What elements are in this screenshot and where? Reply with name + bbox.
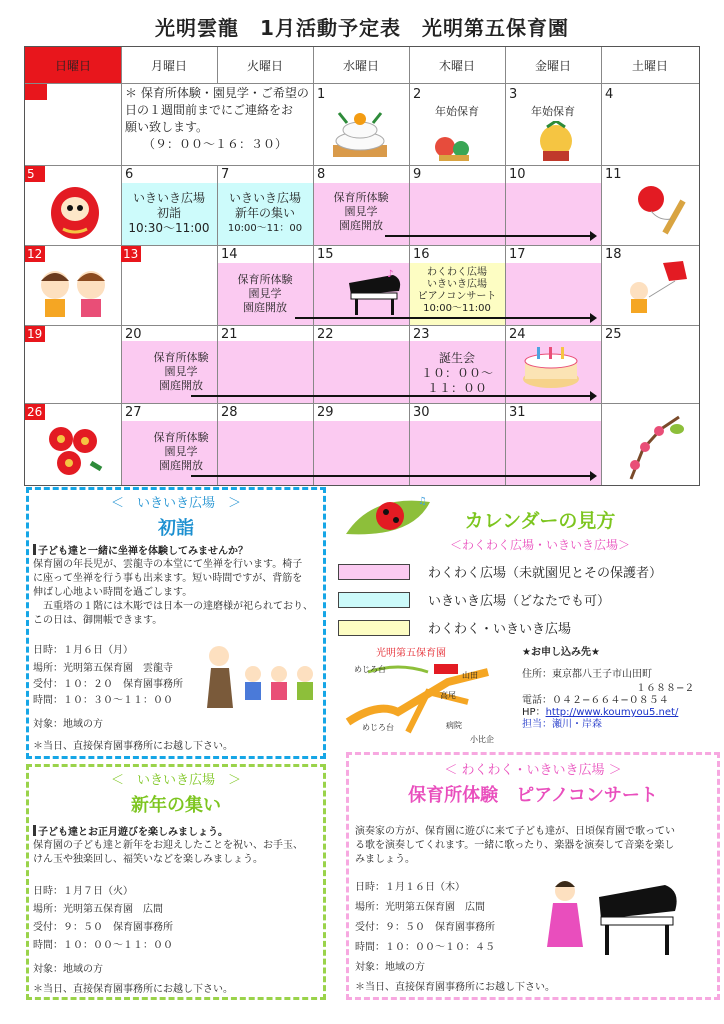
box2-lead: 子ども達とお正月遊びを楽しみましょう。 [33,825,228,840]
box1-notice: ＊当日、直接保育園事務所にお越し下さい。 [33,741,233,752]
page-title: 光明雲龍 1月活動予定表 光明第五保育園 [155,16,569,40]
day-1: 1 [317,87,326,102]
day-18: 18 [605,247,622,262]
day-26: 26 [25,404,45,420]
event-box-new-year [26,764,326,1000]
box1-target: 対象：地域の方 [33,719,103,730]
box2-date: 日時：１月７日（火） [33,886,133,897]
event-d16: わくわく広場 いきいき広場 ピアノコンサート 10:00〜11:00 [417,267,497,314]
box3-reception: 受付：９：５０ 保育園事務所 [355,922,495,933]
map-label-mejirodai: めじろ台 [354,665,386,674]
day-14: 14 [221,247,238,262]
day-30: 30 [413,405,430,420]
pianist-icon [535,867,685,959]
box2-reception: 受付：９：５０ 保育園事務所 [33,922,173,933]
day-24: 24 [509,327,526,342]
camellia-icon [39,419,109,481]
day-12: 12 [25,246,45,262]
day-23: 23 [413,327,430,342]
legend-item-wakuwaku: わくわく広場（未就園児とその保護者） [428,566,663,581]
day-11: 11 [605,167,622,182]
box2-title: 新年の集い [131,795,221,816]
day-22: 22 [317,327,334,342]
day-28: 28 [221,405,238,420]
day-5: 5 [25,166,45,182]
box3-notice: ＊当日、直接保育園事務所にお越し下さい。 [355,982,555,993]
legend-item-both: わくわく・いきいき広場 [428,622,572,637]
event-d6: いきいき広場 初詣 10:30〜11:00 [128,191,210,235]
zazen-icon [205,642,323,712]
box2-target: 対象：地域の方 [33,964,103,975]
kite-boy-icon [619,257,695,321]
piano-icon [343,265,405,319]
box1-subtitle: ＜ いきいき広場 ＞ [110,496,241,511]
kendama-icon [635,181,695,241]
day-10: 10 [509,167,526,182]
shishimai-icon [429,127,479,163]
day-3: 3 [509,87,518,102]
box3-title: 保育所体験 ピアノコンサート [408,785,658,806]
day-17: 17 [509,247,526,262]
daruma-icon [45,181,105,241]
box3-target: 対象：地域の方 [355,962,425,973]
event-box-hatsumode [26,487,326,759]
plum-blossom-icon [621,409,697,481]
day-9: 9 [413,167,422,182]
map-label-takao: 高尾 [440,691,456,700]
kadomatsu-icon [531,121,581,165]
legend-swatch-both [338,620,410,636]
day-8: 8 [317,167,326,182]
event-d3: 年始保育 [531,105,575,118]
map-label-hospital: 病院 [446,721,462,730]
box1-lead: 子ども達と一緒に坐禅を体験してみませんか？ [33,544,248,559]
ladybug-icon [342,494,436,542]
contact-header: ★お申し込み先★ [522,647,600,658]
weekday-mon: 月曜日 [150,58,187,73]
map-label-mejirodai-2: めじろ台 [362,723,394,732]
box1-place: 場所：光明第五保育園 雲龍寺 [33,663,173,674]
event-d2: 年始保育 [435,105,479,118]
weekday-thu: 木曜日 [438,58,475,73]
weekday-wed: 水曜日 [342,58,379,73]
event-wk3: 保育所体験 園見学 園庭開放 [237,273,293,314]
weekday-tue: 火曜日 [246,58,283,73]
sunday-marker-0 [25,84,47,100]
map-school-label: 光明第五保育園 [376,648,446,659]
period-arrow-wk5 [191,475,595,477]
day-25: 25 [605,327,622,342]
kagami-mochi-icon [325,103,395,161]
contact-address-number: １６８８−２ [636,683,695,694]
box2-notice: ＊当日、直接保育園事務所にお越し下さい。 [33,984,233,995]
map-label-kobiki: 小比企 [470,735,494,744]
svg-text:♫: ♫ [418,496,427,507]
event-d23: 誕生会 １０：００〜 １１：００ [420,351,493,395]
legend-title: カレンダーの見方 [464,510,616,532]
box1-title: 初詣 [158,518,194,539]
event-wk2: 保育所体験 園見学 園庭開放 [333,191,389,232]
period-arrow-wk3 [295,317,595,319]
box3-subtitle: ＜ わくわく・いきいき広場 ＞ [444,763,622,778]
contact-hp: HP：http://www.koumyou5.net/ [522,707,679,718]
box2-place: 場所：光明第五保育園 広間 [33,904,163,915]
box3-body: 演奏家の方が、保育園に遊びに来て子ども達が、日頃保育園で歌ってい る歌を演奏してくれます。一緒に歌ったり、楽器を演奏して音楽を楽し みましょう。 [355,826,675,865]
weekday-sun: 日曜日 [25,47,121,83]
day-16: 16 [413,247,430,262]
box2-time: 時間：１０：００〜１１：００ [33,940,173,951]
day-6: 6 [125,167,134,182]
event-wk5: 保育所体験 園見学 園庭開放 [153,431,209,472]
day-15: 15 [317,247,334,262]
contact-address: 住所：東京都八王子市山田町 [522,669,652,680]
event-box-piano-concert [346,752,720,1000]
box1-date: 日時：１月６日（月） [33,645,133,656]
event-wk4: 保育所体験 園見学 園庭開放 [153,351,209,392]
box1-reception: 受付：１０：２０ 保育園事務所 [33,679,183,690]
legend-item-ikiiki: いきいき広場（どなたでも可） [428,594,611,609]
day-29: 29 [317,405,334,420]
calendar-note: ＊ 保育所体験・園見学・ご希望の 日の１週間前までにご連絡をお 願い致します。 （９：００〜１６：３０） [125,86,309,151]
day-13: 13 [121,246,141,262]
svg-text:♪: ♪ [387,269,394,280]
legend-swatch-wakuwaku [338,564,410,580]
day-2: 2 [413,87,422,102]
box1-time: 時間：１０：３０〜１１：００ [33,695,173,706]
box1-body: 保育園の年長児が、雲龍寺の本堂にて坐禅を行います。椅子 に座って坐禅を行う事も出来ます。短い時間ですが、背筋を 伸ばし心地よい時間を過ごします。 五重塔の１階には木彫では日本一の達磨様が祀られており、 この日は、御開帳できます。 [33,559,313,626]
box3-time: 時間：１０：００〜１０：４５ [355,942,495,953]
period-arrow-wk2 [385,235,595,237]
day-21: 21 [221,327,238,342]
weekday-sat: 土曜日 [631,58,668,73]
day-19: 19 [25,326,45,342]
children-icon [31,263,115,321]
box3-date: 日時：１月１６日（木） [355,882,465,893]
contact-phone: 電話：０４２−６６４−０８５４ [522,695,669,706]
homepage-link[interactable]: http://www.koumyou5.net/ [545,707,679,718]
legend-subtitle: ＜わくわく広場・いきいき広場＞ [449,538,630,552]
calendar [24,46,700,486]
day-27: 27 [125,405,142,420]
box3-place: 場所：光明第五保育園 広間 [355,902,485,913]
day-4: 4 [605,87,614,102]
day-20: 20 [125,327,142,342]
box2-subtitle: ＜ いきいき広場 ＞ [110,773,241,788]
contact-staff: 担当：瀬川・岸森 [522,719,602,730]
weekday-fri: 金曜日 [534,58,571,73]
period-arrow-wk4 [191,395,595,397]
band-wakuwaku-wk3b [505,263,601,325]
event-d7: いきいき広場 新年の集い 10:00〜11：00 [227,191,303,234]
day-7: 7 [221,167,230,182]
birthday-cake-icon [519,343,583,391]
map-label-yamada: 山田 [462,671,478,680]
legend-swatch-ikiiki [338,592,410,608]
box2-body: 保育園の子ども達と新年をお迎えしたことを祝い、お手玉、 けん玉や独楽回し、福笑いなどを楽しみましょう。 [33,840,303,865]
day-31: 31 [509,405,526,420]
